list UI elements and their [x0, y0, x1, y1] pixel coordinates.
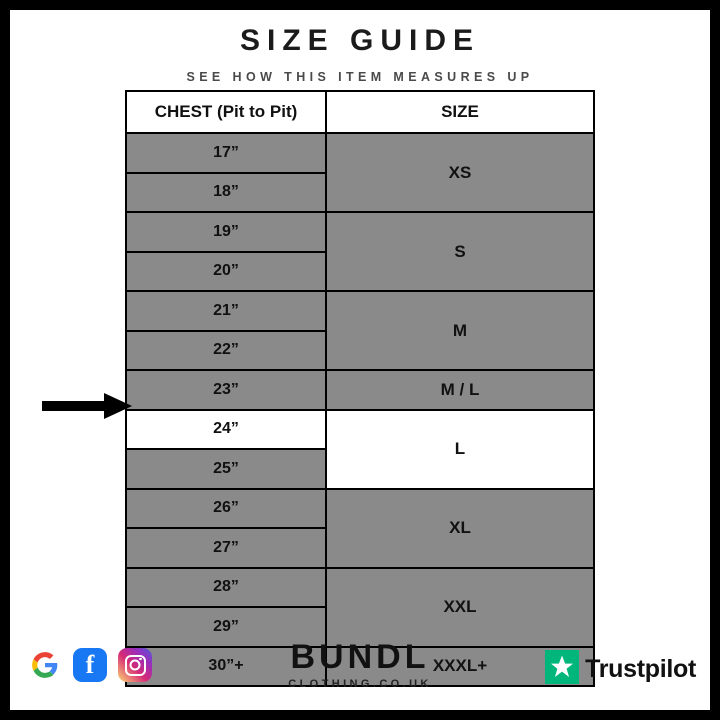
size-cell: S	[326, 212, 594, 291]
chest-cell: 22”	[126, 331, 326, 371]
chest-cell: 23”	[126, 370, 326, 410]
brand-name: BUNDL	[290, 638, 430, 676]
table-row	[126, 291, 594, 331]
table-row	[126, 133, 594, 173]
chest-cell: 26”	[126, 489, 326, 529]
trustpilot-badge[interactable]	[545, 650, 696, 689]
size-guide-page	[10, 10, 710, 710]
brand-domain: CLOTHING.CO.UK	[288, 678, 432, 690]
page-title: SIZE GUIDE	[239, 24, 481, 57]
chest-cell: 25”	[126, 449, 326, 489]
column-header-chest: CHEST (Pit to Pit)	[126, 91, 326, 133]
chest-cell: 18”	[126, 173, 326, 213]
trustpilot-label: Trustpilot	[585, 655, 696, 683]
chest-cell: 21”	[126, 291, 326, 331]
size-cell: XL	[326, 489, 594, 568]
page-subtitle: SEE HOW THIS ITEM MEASURES UP	[186, 70, 534, 84]
column-header-size: SIZE	[326, 91, 594, 133]
table-row	[126, 489, 594, 529]
chest-cell: 27”	[126, 528, 326, 568]
size-cell: M	[326, 291, 594, 370]
chest-cell: 28”	[126, 568, 326, 608]
size-cell-selected: L	[326, 410, 594, 489]
size-cell: M / L	[326, 370, 594, 410]
chest-cell: 17”	[126, 133, 326, 173]
table-header-row	[126, 91, 594, 133]
chest-cell: 29”	[126, 607, 326, 647]
size-cell: XXL	[326, 568, 594, 647]
footer	[10, 628, 710, 710]
size-table-wrapper	[125, 90, 595, 687]
table-row	[126, 370, 594, 410]
table-row-highlighted	[126, 410, 594, 450]
size-cell: XS	[326, 133, 594, 212]
table-row	[126, 212, 594, 252]
chest-cell: 19”	[126, 212, 326, 252]
chest-cell-selected: 24”	[126, 410, 326, 450]
chest-cell: 20”	[126, 252, 326, 292]
chest-cell: 30”+	[126, 647, 326, 687]
size-table	[125, 90, 595, 687]
facebook-icon[interactable]: f	[73, 648, 107, 682]
selected-size-arrow-icon	[42, 391, 132, 421]
table-row	[126, 568, 594, 608]
size-cell: XXXL+	[326, 647, 594, 687]
trustpilot-star-icon	[545, 650, 579, 689]
